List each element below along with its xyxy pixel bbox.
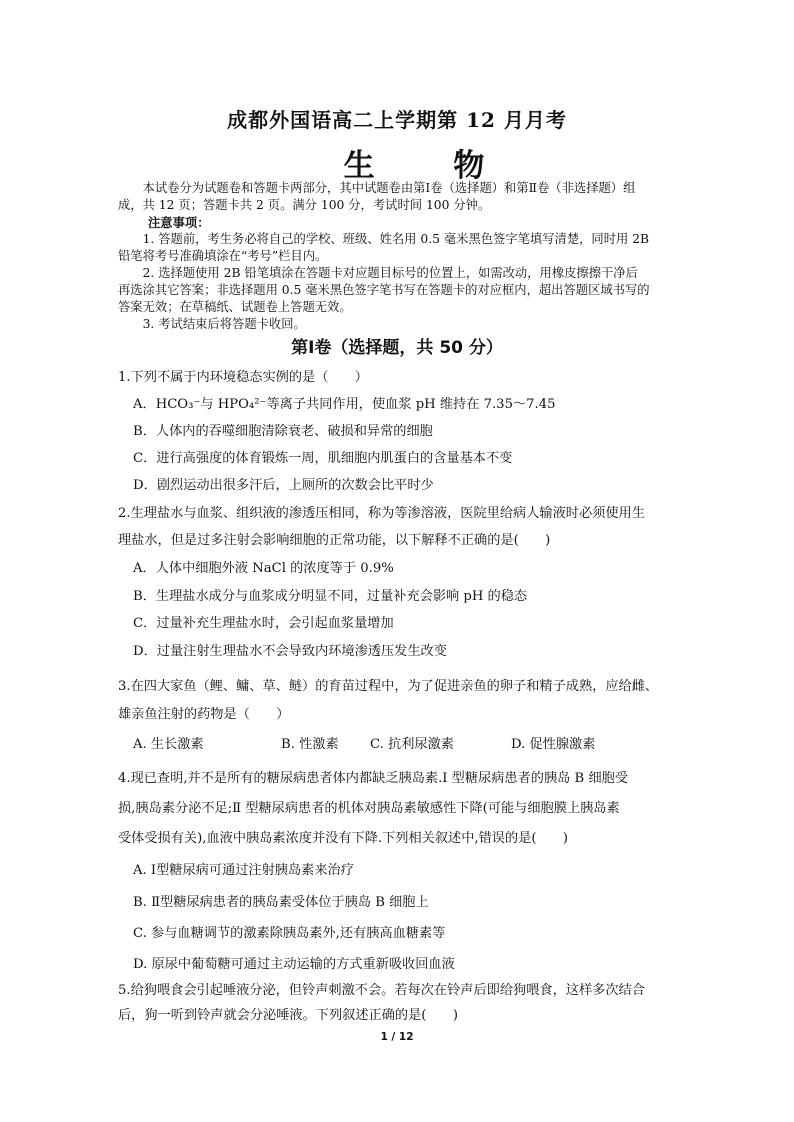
question-3-option-b: B. 性激素 [281,737,339,752]
notice-item-3: 3. 考试结束后将答题卡收回。 [142,317,306,331]
question-3-option-a: A. 生长激素 [133,737,204,752]
question-1-option-d: D．剧烈运动出很多汗后，上厕所的次数会比平时少 [133,478,434,493]
section-title: 第Ⅰ卷（选择题，共 50 分） [291,338,503,358]
question-3-options [133,733,693,753]
question-4-stem-line-2: 损,胰岛素分泌不足;Ⅱ 型糖尿病患者的机体对胰岛素敏感性下降(可能与细胞膜上胰岛素 [118,801,620,816]
notice-item-2: 2. 选择题使用 2B 铅笔填涂在答题卡对应题目标号的位置上，如需改动，用橡皮擦擦干净后再选涂其它答案；非选择题用 0.5 毫米黑色签字笔书写在答题卡的对应框内，超出答题区域书写的答案无效；在草稿纸、试题卷上答题无效。 [118,266,650,314]
intro-paragraph: 本试卷分为试题卷和答题卡两部分，其中试题卷由第Ⅰ卷（选择题）和第Ⅱ卷（非选择题）组成，共 12 页；答题卡共 2 页。满分 100 分，考试时间 100 分钟。 [118,181,636,212]
question-3-option-d: D. 促性腺激素 [511,737,596,752]
question-3-stem-line-1: 3.在四大家鱼（鲤、鳙、草、鲢）的育苗过程中，为了促进亲鱼的卵子和精子成熟，应给雌、 [118,679,659,694]
question-3-option-c: C. 抗利尿激素 [370,737,454,752]
subject-title: 生 物 [343,148,519,184]
question-4-option-b: B. Ⅱ型糖尿病患者的胰岛素受体位于胰岛 B 细胞上 [133,895,429,910]
question-5-stem-line-1: 5.给狗喂食会引起唾液分泌，但铃声刺激不会。若每次在铃声后即给狗喂食，这样多次结合 [118,983,645,998]
question-1-option-a: A．HCO₃⁻与 HPO₄²⁻等离子共同作用，使血浆 pH 维持在 7.35～7.45 [133,397,556,412]
instructions [118,180,650,333]
question-2-option-d: D．过量注射生理盐水不会导致内环境渗透压发生改变 [133,644,447,659]
notice-item-1: 1. 答题前，考生务必将自己的学校、班级、姓名用 0.5 毫米黑色签字笔填写清楚，同时用 2B 铅笔将考号准确填涂在“考号”栏目内。 [118,232,650,263]
question-4-stem-line-3: 受体受损有关),血液中胰岛素浓度并没有下降.下列相关叙述中,错误的是( ) [118,831,569,846]
question-2-option-a: A．人体中细胞外液 NaCl 的浓度等于 0.9% [133,561,394,576]
question-1-option-c: C．进行高强度的体育锻炼一周，肌细胞内肌蛋白的含量基本不变 [133,451,513,466]
question-2-stem-line-2: 理盐水，但是过多注射会影响细胞的正常功能，以下解释不正确的是( ) [118,533,551,548]
page-number: 1 / 12 [380,1031,414,1043]
question-5-stem-line-2: 后，狗一听到铃声就会分泌唾液。下列叙述正确的是( ) [118,1008,458,1023]
question-4-option-d: D. 原尿中葡萄糖可通过主动运输的方式重新吸收回血液 [133,957,455,972]
notice-heading: 注意事项： [148,215,210,230]
question-1-option-b: B．人体内的吞噬细胞清除衰老、破损和异常的细胞 [133,424,433,439]
question-2-option-b: B．生理盐水成分与血浆成分明显不同，过量补充会影响 pH 的稳态 [133,589,528,604]
question-4-stem-line-1: 4.现已查明,并不是所有的糖尿病患者体内都缺乏胰岛素.Ⅰ 型糖尿病患者的胰岛 B 细胞受 [118,771,629,786]
question-1-stem: 1.下列不属于内环境稳态实例的是（ ） [118,370,368,385]
question-2-stem-line-1: 2.生理盐水与血浆、组织液的渗透压相同，称为等渗溶液，医院里给病人输液时必须使用生 [118,506,645,521]
question-2-option-c: C．过量补充生理盐水时，会引起血浆量增加 [133,616,394,631]
question-4-option-a: A. Ⅰ型糖尿病可通过注射胰岛素来治疗 [133,863,354,878]
question-3-stem-line-2: 雄亲鱼注射的药物是（ ） [118,707,290,722]
question-4-option-c: C. 参与血糖调节的激素除胰岛素外,还有胰高血糖素等 [133,926,446,941]
exam-title: 成都外国语高二上学期第 12 月月考 [227,108,567,132]
